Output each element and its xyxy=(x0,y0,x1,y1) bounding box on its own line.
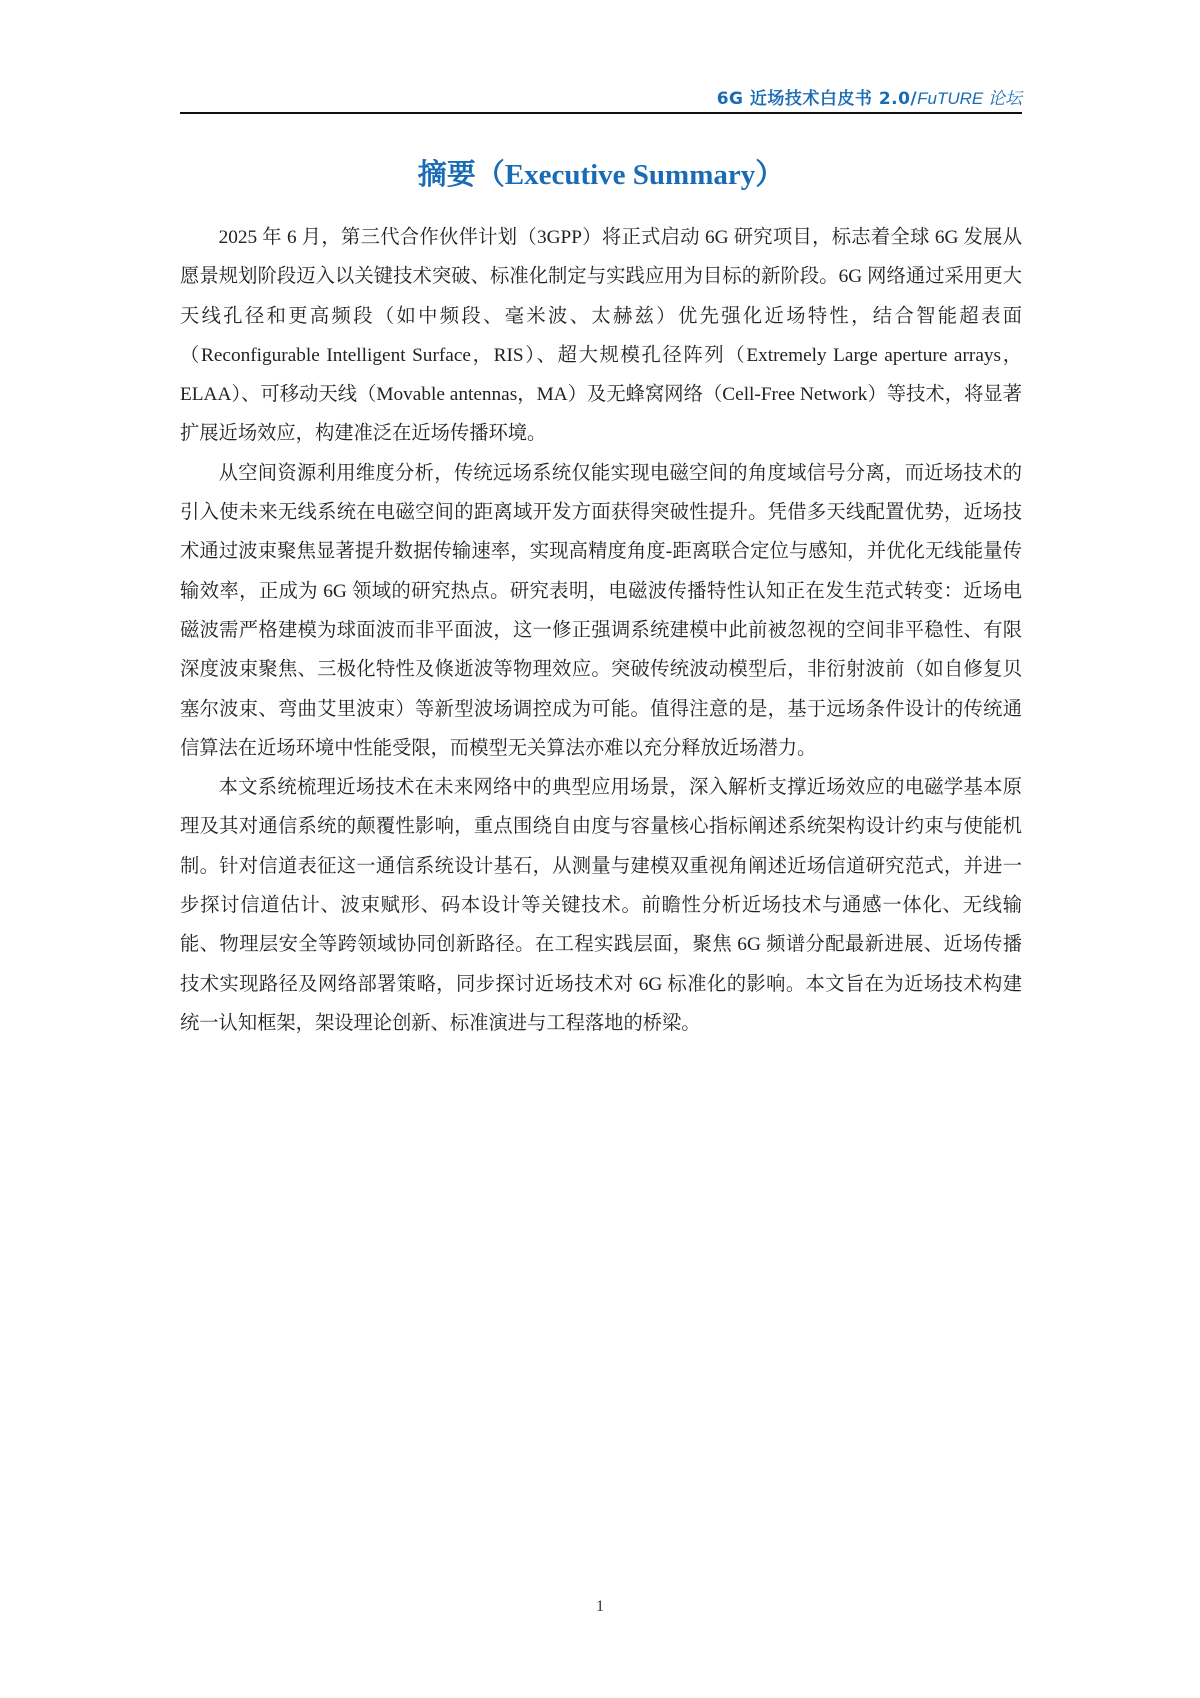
header-document-title: 6G 近场技术白皮书 2.0/ xyxy=(716,89,918,109)
page-number: 1 xyxy=(596,1598,604,1615)
running-header xyxy=(180,84,1022,114)
summary-body xyxy=(180,218,1022,1043)
header-forum-name: FuTURE 论坛 xyxy=(917,89,1022,108)
paragraph-scope: 本文系统梳理近场技术在未来网络中的典型应用场景，深入解析支撑近场效应的电磁学基本原理及其对通信系统的颠覆性影响，重点围绕自由度与容量核心指标阐述系统架构设计约束与使能机制。针对信道表征这一通信系统设计基石，从测量与建模双重视角阐述近场信道研究范式，并进一步探讨信道估计、波束赋形、码本设计等关键技术。前瞻性分析近场技术与通感一体化、无线输能、物理层安全等跨领域协同创新路径。在工程实践层面，聚焦 6G 频谱分配最新进展、近场传播技术实现路径及网络部署策略，同步探讨近场技术对 6G 标准化的影响。本文旨在为近场技术构建统一认知框架，架设理论创新、标准演进与工程落地的桥梁。 xyxy=(180,777,1022,1034)
section-title: 摘要（Executive Summary） xyxy=(417,159,785,191)
paragraph-analysis: 从空间资源利用维度分析，传统远场系统仅能实现电磁空间的角度域信号分离，而近场技术的引入使未来无线系统在电磁空间的距离域开发方面获得突破性提升。凭借多天线配置优势，近场技术通过波束聚焦显著提升数据传输速率，实现高精度角度-距离联合定位与感知，并优化无线能量传输效率，正成为 6G 领域的研究热点。研究表明，电磁波传播特性认知正在发生范式转变：近场电磁波需严格建模为球面波而非平面波，这一修正强调系统建模中此前被忽视的空间非平稳性、有限深度波束聚焦、三极化特性及倏逝波等物理效应。突破传统波动模型后，非衍射波前（如自修复贝塞尔波束、弯曲艾里波束）等新型波场调控成为可能。值得注意的是，基于远场条件设计的传统通信算法在近场环境中性能受限，而模型无关算法亦难以充分释放近场潜力。 xyxy=(180,462,1022,759)
paragraph-background: 2025 年 6 月，第三代合作伙伴计划（3GPP）将正式启动 6G 研究项目，标志着全球 6G 发展从愿景规划阶段迈入以关键技术突破、标准化制定与实践应用为目标的新阶段。6G 网络通过采用更大天线孔径和更高频段（如中频段、毫米波、太赫兹）优先强化近场特性，结合智能超表面（Reconfigurable Intelligent Surface，RIS）、超大规模孔径阵列（Extremely Large aperture arrays，ELAA）、可移动天线（Movable antennas，MA）及无蜂窝网络（Cell-Free Network）等技术，将显著扩展近场效应，构建准泛在近场传播环境。 xyxy=(180,227,1022,445)
